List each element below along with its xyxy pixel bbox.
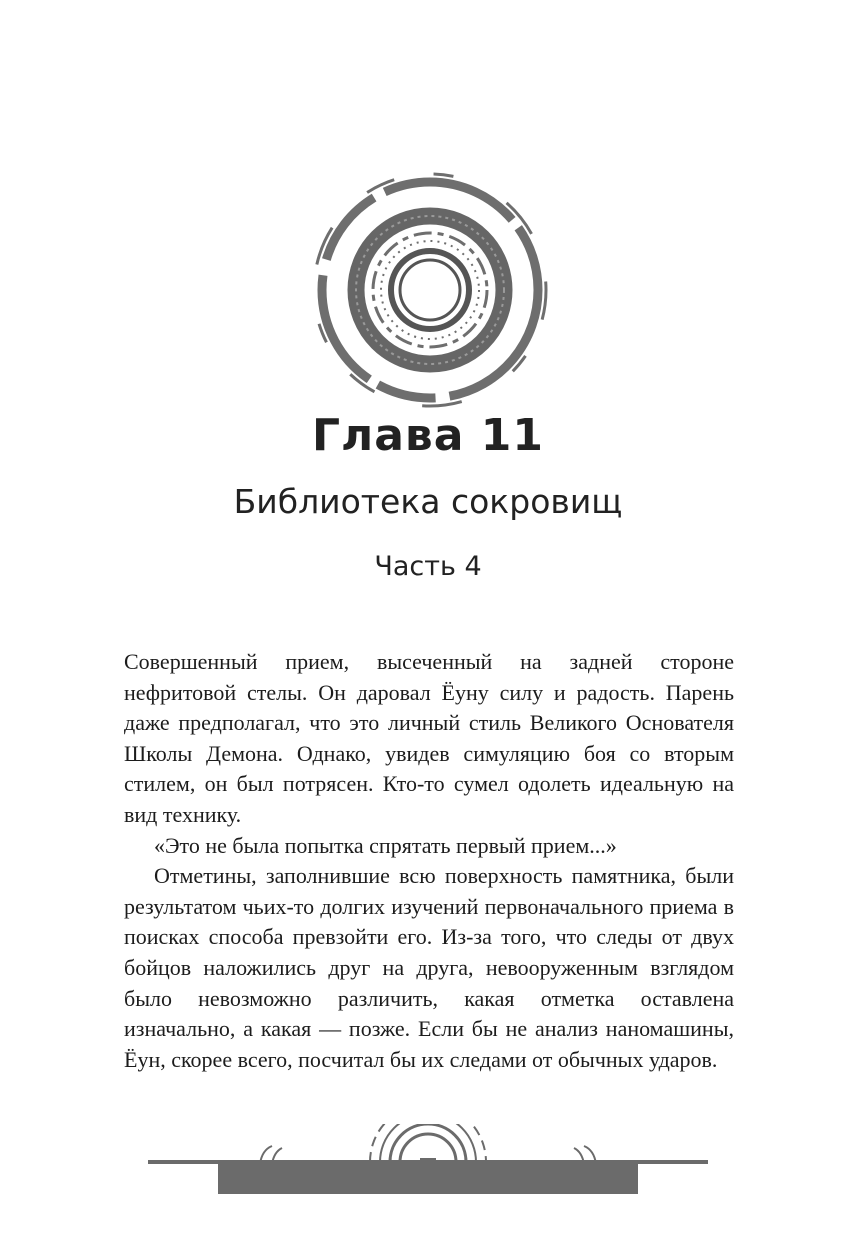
concentric-rings-emblem-icon	[308, 168, 552, 412]
part-label: Часть 4	[374, 551, 482, 582]
chapter-title: Глава 11	[311, 410, 545, 461]
body-text	[124, 647, 734, 1075]
arc-divider-icon	[148, 1124, 708, 1196]
paragraph: Совершенный прием, высеченный на задней стороне нефритовой стелы. Он даровал Ёуну силу и радость. Парень даже предполагал, что это личный стиль Великого Основателя Школы Демона. Однако, увидев симуляцию боя со вторым стилем, он был потрясен. Кто-то сумел одолеть идеальную на вид технику.	[124, 649, 734, 827]
paragraph: Отметины, заполнившие всю поверхность памятника, были результатом чьих-то долгих изучений первоначального приема в поисках способа превзойти его. Из-за того, что следы от двух бойцов наложились друг на друга, невооруженным взглядом было невозможно различить, какая отметка оставлена изначально, а какая — позже. Если бы не анализ наномашины, Ёун, скорее всего, посчитал бы их следами от обычных ударов.	[124, 863, 734, 1072]
paragraph: «Это не была попытка спрятать первый прием...»	[154, 832, 617, 858]
chapter-subtitle: Библиотека сокровищ	[233, 482, 623, 521]
